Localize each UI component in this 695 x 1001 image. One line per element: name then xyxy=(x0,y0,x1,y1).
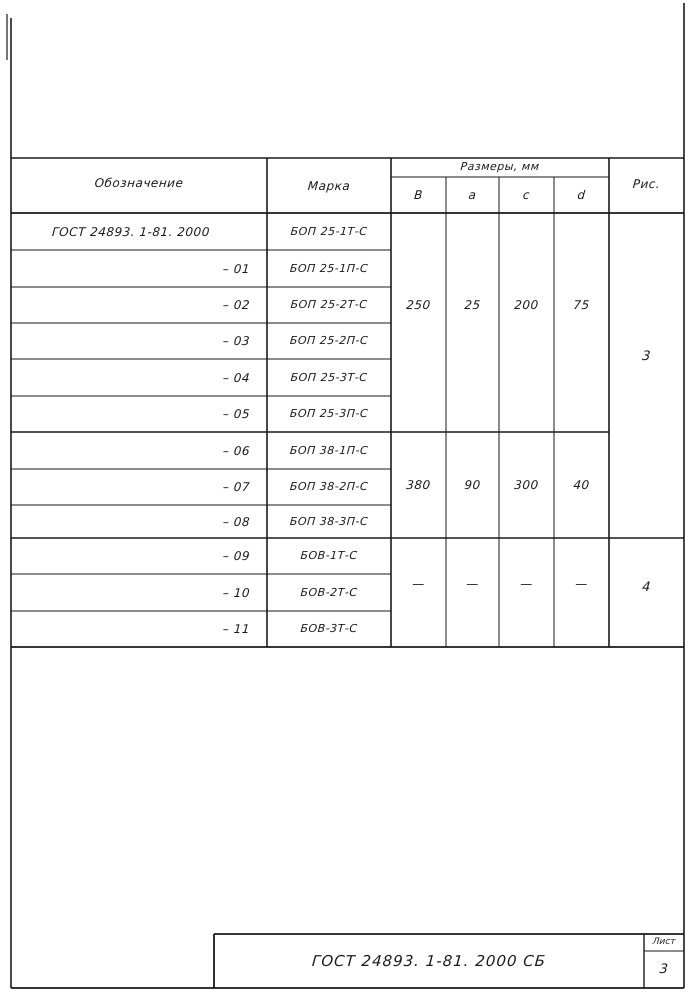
row-designation: ГОСТ 24893. 1-81. 2000 xyxy=(51,225,211,239)
dim-a: 90 xyxy=(463,478,482,492)
fig-number: 3 xyxy=(641,349,652,364)
row-mark: БОП 25-3П-С xyxy=(289,407,369,420)
row-mark: БОП 38-3П-С xyxy=(289,515,369,528)
header-designation: Обозначение xyxy=(94,176,184,190)
stamp-document-code: ГОСТ 24893. 1-81. 2000 СБ xyxy=(311,952,547,970)
dim-d: 75 xyxy=(572,298,591,312)
row-designation: – 04 xyxy=(222,371,251,385)
dim-c: 200 xyxy=(513,298,540,312)
row-designation: – 06 xyxy=(222,444,251,458)
dim-a: — xyxy=(466,577,479,591)
row-mark: БОВ-1Т-С xyxy=(299,549,359,562)
header-col-d: d xyxy=(576,188,587,202)
row-designation: – 02 xyxy=(222,298,251,312)
header-dimensions: Размеры, мм xyxy=(460,160,540,173)
header-col-B: В xyxy=(413,188,424,202)
row-mark: БОП 25-3Т-С xyxy=(290,371,368,384)
row-mark: БОВ-3Т-С xyxy=(299,622,359,635)
dim-c: 300 xyxy=(513,478,540,492)
stamp-sheet-label: Лист xyxy=(652,937,676,947)
stamp-sheet-number: 3 xyxy=(659,962,669,977)
row-designation: – 10 xyxy=(222,586,251,600)
row-designation: – 01 xyxy=(222,262,251,276)
header-mark: Марка xyxy=(307,179,351,193)
dim-a: 25 xyxy=(463,298,482,312)
row-mark: БОП 25-2Т-С xyxy=(290,298,368,311)
row-designation: – 03 xyxy=(222,334,251,348)
dim-B: 250 xyxy=(405,298,432,312)
row-designation: – 07 xyxy=(222,480,251,494)
header-col-a: a xyxy=(468,188,477,202)
row-mark: БОП 38-1П-С xyxy=(289,444,369,457)
row-designation: – 11 xyxy=(222,622,251,636)
row-designation: – 08 xyxy=(222,515,251,529)
row-mark: БОП 38-2П-С xyxy=(289,480,369,493)
row-mark: БОВ-2Т-С xyxy=(299,586,359,599)
row-mark: БОП 25-1Т-С xyxy=(290,225,368,238)
dim-d: 40 xyxy=(572,478,591,492)
row-mark: БОП 25-2П-С xyxy=(289,334,369,347)
header-fig: Рис. xyxy=(632,177,661,191)
row-mark: БОП 25-1П-С xyxy=(289,262,369,275)
row-designation: – 09 xyxy=(222,549,251,563)
dim-c: — xyxy=(520,577,533,591)
row-designation: – 05 xyxy=(222,407,251,421)
fig-number: 4 xyxy=(641,580,652,595)
header-col-c: c xyxy=(522,188,531,202)
dim-B: 380 xyxy=(405,478,432,492)
dim-d: — xyxy=(575,577,588,591)
dim-B: — xyxy=(412,577,425,591)
